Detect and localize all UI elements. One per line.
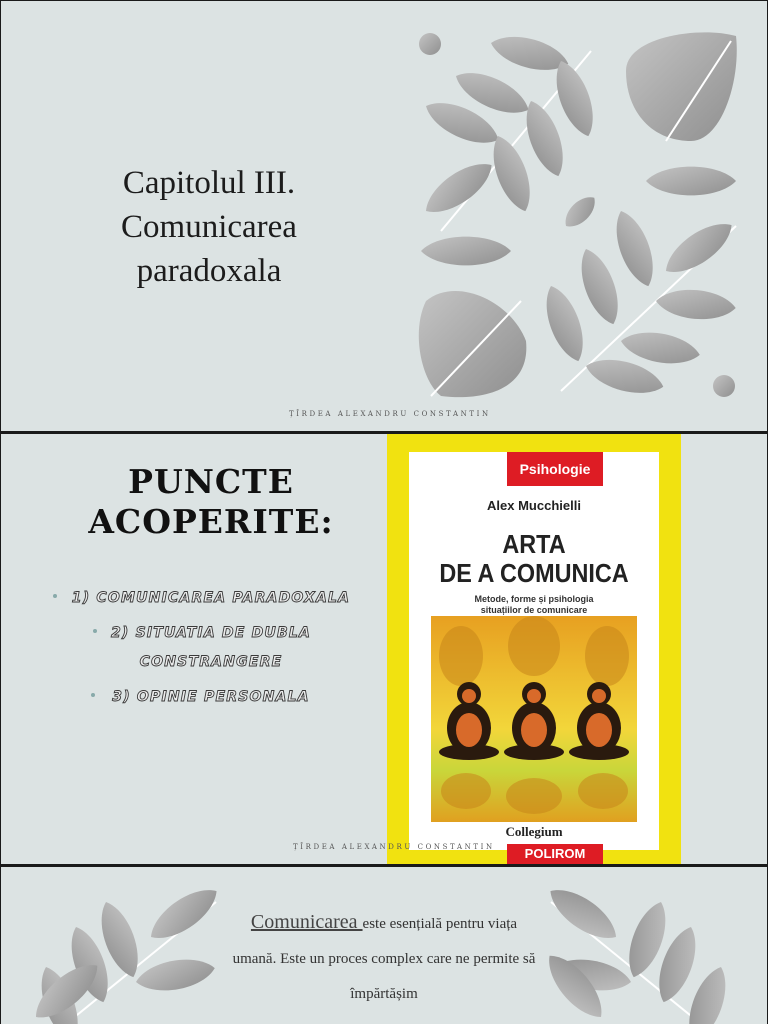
title-line: Capitolul III.: [122, 165, 296, 201]
agenda-item: [51, 584, 371, 613]
title-line: paradoxala: [136, 253, 282, 289]
slide-agenda: [1, 434, 767, 864]
agenda-item-label: 2) SITUATIA DE DUBLA CONSTRANGERE: [110, 625, 312, 670]
book-series-band: Psihologie: [507, 452, 603, 486]
slide-title: [1, 1, 767, 431]
book-subtitle-line: situațiilor de comunicare: [480, 605, 588, 615]
agenda-list: [51, 584, 371, 718]
book-collection: Collegium: [505, 824, 563, 839]
slide-footer: ȚÎRDEA ALEXANDRU CONSTANTIN: [289, 410, 491, 418]
monkeys-illustration-icon: [431, 616, 637, 822]
book-cover-inner: [409, 452, 659, 861]
agenda-item-label: 1) COMUNICAREA PARADOXALA: [71, 590, 351, 606]
intro-paragraph: [229, 905, 539, 1012]
slide-footer: ȚÎRDEA ALEXANDRU CONSTANTIN: [293, 843, 495, 851]
book-title: [422, 530, 647, 588]
heading-line: PUNCTE: [128, 462, 294, 501]
book-publisher: POLIROM: [507, 844, 603, 864]
bullet-icon: [91, 693, 95, 697]
agenda-heading: [71, 462, 351, 542]
book-title-line: ARTA: [502, 529, 566, 559]
intro-text: este esențială pentru viața umană. Este un proces complex care ne permite să împărtășim: [232, 916, 536, 1002]
heading-line: ACOPERITE:: [88, 502, 334, 541]
slide-intro: [1, 867, 767, 1024]
slide-title-heading: [61, 161, 357, 293]
agenda-item: [51, 619, 371, 677]
book-author: Alex Mucchielli: [487, 498, 581, 513]
book-cover: [387, 434, 681, 864]
book-subtitle-line: Metode, forme și psihologia: [474, 594, 594, 604]
book-subtitle: [409, 594, 659, 616]
agenda-item: [51, 683, 371, 712]
bullet-icon: [93, 629, 97, 633]
title-line: Comunicarea: [121, 209, 297, 245]
intro-keyword: Comunicarea: [250, 911, 363, 933]
agenda-item-label: 3) OPINIE PERSONALA: [112, 689, 310, 705]
bullet-icon: [53, 594, 57, 598]
book-title-line: DE A COMUNICA: [439, 558, 629, 588]
